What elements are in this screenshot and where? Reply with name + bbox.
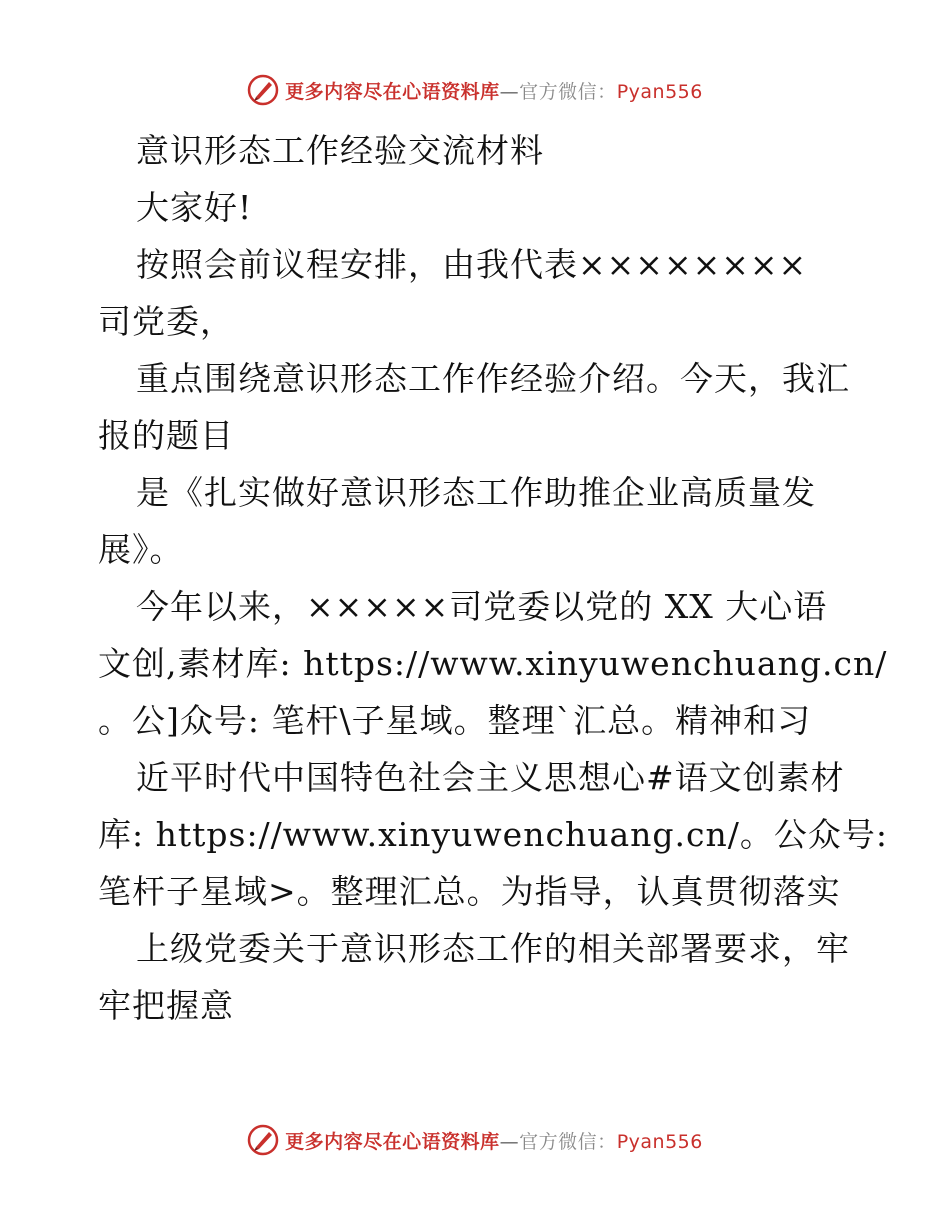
banner-account: Pyan556	[616, 1130, 703, 1153]
banner-dash: —	[499, 1130, 520, 1153]
banner-wechat-label: 官方微信：	[519, 80, 617, 103]
paragraph-line: 今年以来，×××××司党委以党的 XX 大心语	[136, 587, 828, 626]
paragraph-line: 库: https://www.xinyuwenchuang.cn/。公众号:	[98, 815, 888, 854]
paragraph-line: 重点围绕意识形态工作作经验介绍。今天，我汇	[136, 359, 850, 398]
document-title: 意识形态工作经验交流材料	[136, 131, 544, 170]
paragraph-line: 司党委，	[98, 302, 234, 341]
banner-dash: —	[499, 80, 520, 103]
quill-pen-logo-icon	[247, 74, 279, 106]
paragraph-line: 笔杆子星域>。整理汇总。为指导，认真贯彻落实	[98, 872, 841, 911]
paragraph-line: 近平时代中国特色社会主义思想心#语文创素材	[136, 758, 845, 797]
banner-text	[285, 77, 703, 104]
banner-site-text: 更多内容尽在心语资料库	[285, 1130, 500, 1153]
paragraph-line: 是《扎实做好意识形态工作助推企业高质量发	[136, 473, 816, 512]
banner-text	[285, 1127, 703, 1154]
greeting: 大家好!	[136, 188, 253, 227]
banner-wechat-label: 官方微信：	[519, 1130, 617, 1153]
paragraph-line: 牢把握意	[98, 986, 234, 1025]
paragraph-line: 文创,素材库: https://www.xinyuwenchuang.cn/	[98, 644, 888, 683]
footer-banner	[0, 1120, 950, 1160]
paragraph-line: 。公]众号: 笔杆\子星域。整理`汇总。精神和习	[98, 701, 812, 740]
header-banner	[0, 70, 950, 110]
banner-site-text: 更多内容尽在心语资料库	[285, 80, 500, 103]
paragraph-line: 上级党委关于意识形态工作的相关部署要求，牢	[136, 929, 850, 968]
paragraph-line: 展》。	[98, 530, 184, 569]
paragraph-line: 报的题目	[98, 416, 234, 455]
quill-pen-logo-icon	[247, 1124, 279, 1156]
paragraph-line: 按照会前议程安排，由我代表××××××××	[136, 245, 808, 284]
document-body	[98, 122, 888, 1034]
banner-account: Pyan556	[616, 80, 703, 103]
